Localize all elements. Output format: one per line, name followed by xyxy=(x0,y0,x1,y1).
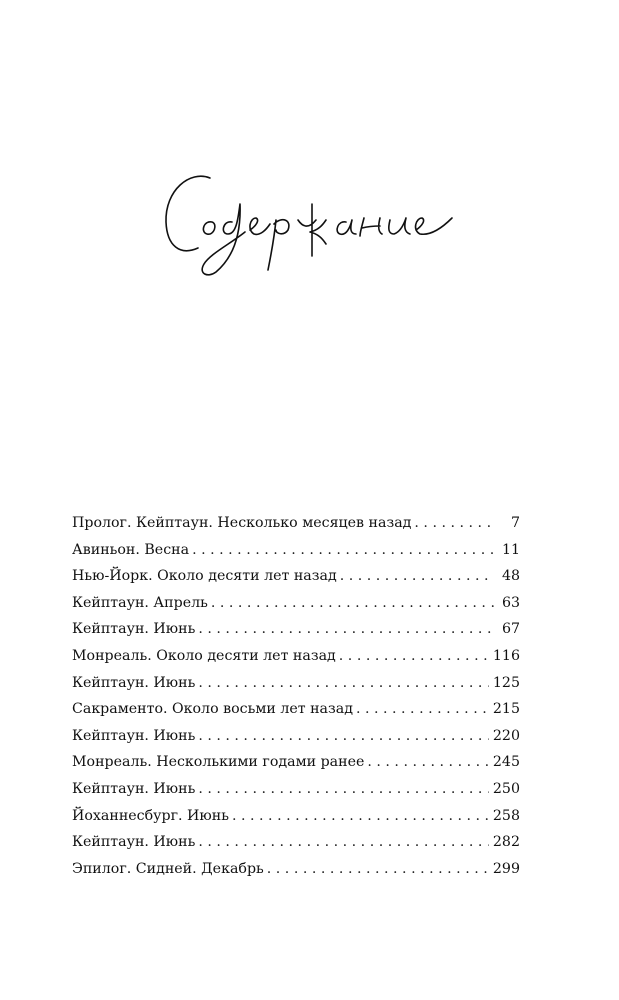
toc-leader-dots xyxy=(339,643,489,670)
toc-entry[interactable] xyxy=(72,670,520,697)
toc-leader-dots xyxy=(198,829,489,856)
toc-leader-dots xyxy=(192,537,494,564)
toc-entry-page: 67 xyxy=(501,621,520,638)
toc-leader-dots xyxy=(198,616,494,643)
toc-entry[interactable] xyxy=(72,643,520,670)
toc-entry-title: Эпилог. Сидней. Декабрь xyxy=(72,860,264,877)
toc-entry-page: 48 xyxy=(501,568,520,585)
toc-entry-page: 220 xyxy=(492,727,520,744)
toc-entry[interactable] xyxy=(72,590,520,617)
toc-entry-title: Нью-Йорк. Около десяти лет назад xyxy=(72,568,337,585)
toc-entry-page: 282 xyxy=(492,834,520,851)
toc-entry-page: 258 xyxy=(492,807,520,824)
toc-entry[interactable] xyxy=(72,616,520,643)
toc-leader-dots xyxy=(414,510,494,537)
toc-entry-title: Кейптаун. Июнь xyxy=(72,834,196,851)
toc-leader-dots xyxy=(232,803,489,830)
toc-entry[interactable] xyxy=(72,510,520,537)
toc-entry[interactable] xyxy=(72,696,520,723)
toc-leader-dots xyxy=(198,670,489,697)
toc-leader-dots xyxy=(367,749,489,776)
toc-entry-page: 63 xyxy=(501,594,520,611)
toc-entry[interactable] xyxy=(72,829,520,856)
toc-leader-dots xyxy=(340,563,494,590)
toc-entry[interactable] xyxy=(72,537,520,564)
contents-title-artwork xyxy=(150,160,460,285)
contents-title xyxy=(150,160,460,285)
toc-entry-page: 215 xyxy=(492,701,520,718)
toc-entry-title: Монреаль. Около десяти лет назад xyxy=(72,647,336,664)
toc-entry-title: Кейптаун. Апрель xyxy=(72,594,208,611)
toc-entry-page: 11 xyxy=(501,541,520,558)
toc-entry-page: 7 xyxy=(510,515,520,531)
toc-entry[interactable] xyxy=(72,749,520,776)
toc-entry-page: 250 xyxy=(492,780,520,797)
toc-leader-dots xyxy=(267,856,489,883)
toc-entry[interactable] xyxy=(72,803,520,830)
toc-leader-dots xyxy=(198,723,489,750)
toc-entry-page: 125 xyxy=(492,674,520,691)
toc-entry-title: Йоханнесбург. Июнь xyxy=(72,807,229,824)
toc-leader-dots xyxy=(198,776,489,803)
toc-entry-title: Пролог. Кейптаун. Несколько месяцев назад xyxy=(72,515,412,531)
toc-entry-page: 299 xyxy=(492,860,520,877)
table-of-contents xyxy=(72,510,520,882)
toc-entry-page: 116 xyxy=(492,647,520,664)
toc-entry[interactable] xyxy=(72,856,520,883)
toc-entry-title: Кейптаун. Июнь xyxy=(72,621,196,638)
toc-leader-dots xyxy=(356,696,489,723)
toc-leader-dots xyxy=(211,590,494,617)
toc-entry-title: Кейптаун. Июнь xyxy=(72,727,196,744)
toc-entry-title: Кейптаун. Июнь xyxy=(72,780,196,797)
toc-entry-title: Авиньон. Весна xyxy=(72,541,190,558)
toc-entry-title: Сакраменто. Около восьми лет назад xyxy=(72,701,353,718)
toc-entry[interactable] xyxy=(72,723,520,750)
toc-entry-page: 245 xyxy=(492,754,520,771)
toc-entry[interactable] xyxy=(72,563,520,590)
toc-entry-title: Монреаль. Несколькими годами ранее xyxy=(72,754,365,771)
toc-entry[interactable] xyxy=(72,776,520,803)
toc-entry-title: Кейптаун. Июнь xyxy=(72,674,196,691)
